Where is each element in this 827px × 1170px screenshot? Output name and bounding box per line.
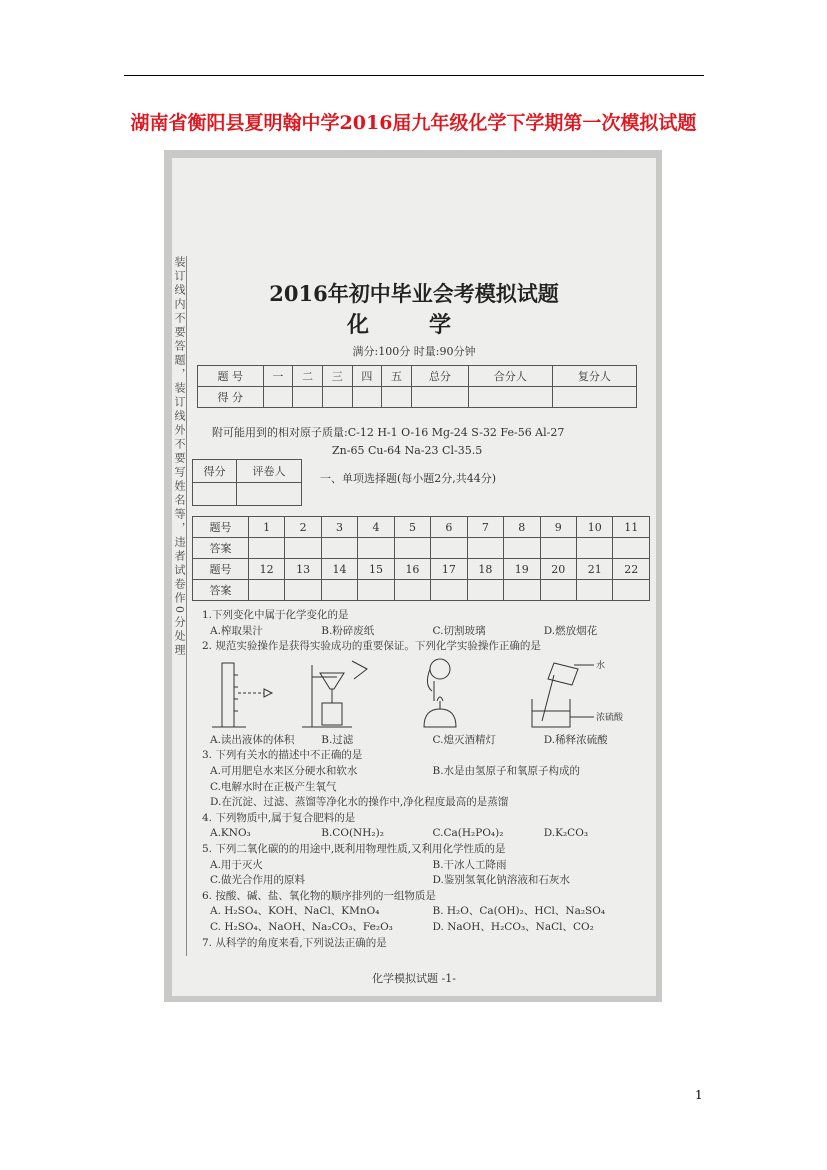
option: A.读出液体的体积 [210,733,295,746]
atomic-masses-line2: Zn-65 Cu-64 Na-23 Cl-35.5 [332,444,483,457]
binding-margin-note: 装订线内不要答题，装订线外不要写姓名等，违者试卷作0分处理 [172,256,187,956]
scanned-exam-photo [164,150,662,1002]
score-cell [468,387,552,408]
score-cell [552,387,636,408]
exam-subject: 化学 [346,312,511,338]
section-heading: 一、单项选择题(每小题2分,共44分) [320,472,497,485]
option: B.过滤 [321,733,354,746]
option: B.CO(NH₂)₂ [321,827,384,840]
score-header-cell: 复分人 [552,366,636,387]
exam-meta: 满分:100分 时量:90分钟 [352,345,476,358]
answer-qnum: 17 [431,559,467,580]
score-header-cell: 四 [352,366,382,387]
answer-qnum: 9 [540,517,576,538]
question-2-options [202,733,647,749]
answer-cell [540,580,576,601]
answer-qnum: 16 [394,559,430,580]
score-table-header-row [198,366,637,387]
answer-qnum: 20 [540,559,576,580]
answer-cell [504,580,540,601]
header-rule [124,75,704,76]
answer-cell [285,580,321,601]
answer-cell [504,538,540,559]
question-7: 7. 从科学的角度来看,下列说法正确的是 [202,936,387,949]
answer-qnum: 4 [358,517,394,538]
question-3-options-ab [202,764,647,780]
fig-label-water: 水 [596,660,606,671]
atomic-masses-line1: 附可能用到的相对原子质量:C-12 H-1 O-16 Mg-24 S-32 Fe-56 Al-27 [212,426,565,439]
answer-row-label: 题号 [193,517,249,538]
option: C.电解水时在正极产生氧气 [210,780,337,793]
score-cell [382,387,412,408]
answer-row-label: 答案 [193,580,249,601]
answer-cell [576,580,612,601]
score-header-cell: 二 [293,366,323,387]
option: A. H₂SO₄、KOH、NaCl、KMnO₄ [210,905,380,918]
answer-cell [358,580,394,601]
answer-qnum: 7 [467,517,503,538]
option: C.做光合作用的原料 [210,874,305,887]
answer-qnum: 11 [613,517,650,538]
answer-cell [431,580,467,601]
page-number: 1 [695,1088,703,1102]
answer-cell [321,538,357,559]
question-5-options-cd [202,873,647,889]
answer-qnum: 21 [576,559,612,580]
option: A.榨取果汁 [210,624,263,637]
option: C.切割玻璃 [432,624,486,637]
score-header-cell: 总分 [411,366,468,387]
document-title: 湖南省衡阳县夏明翰中学2016届九年级化学下学期第一次模拟试题 [130,112,697,134]
question-5-options-ab [202,858,647,874]
answer-cell [467,580,503,601]
option: A.用于灭火 [210,858,263,871]
question-4: 4. 下列物质中,属于复合肥料的是 [202,811,356,824]
exam-sheet [172,158,656,996]
answer-cell [467,538,503,559]
atomic-masses [212,424,652,460]
question-6: 6. 按酸、碱、盐、氧化物的顺序排列的一组物质是 [202,889,436,902]
option: B.干冰人工降雨 [432,858,507,871]
answer-qnum: 22 [613,559,650,580]
option: A.可用肥皂水来区分硬水和软水 [210,764,358,777]
answer-qnum: 19 [504,559,540,580]
answer-cell [248,538,284,559]
score-header-cell: 三 [322,366,352,387]
score-table [197,365,637,408]
grader-header-score: 得分 [193,460,237,483]
exam-footer: 化学模拟试题 -1- [372,972,456,985]
option: D.K₂CO₃ [543,827,589,840]
score-cell [263,387,293,408]
lab-illustrations [202,655,647,733]
answer-cell [394,538,430,559]
option: C.Ca(H₂PO₄)₂ [432,827,504,840]
score-cell [293,387,323,408]
answer-cell [394,580,430,601]
answer-cell [285,538,321,559]
answer-cell [613,538,650,559]
score-cell [411,387,468,408]
answer-row-label: 答案 [193,538,249,559]
option: B. H₂O、Ca(OH)₂、HCl、Na₂SO₄ [432,905,606,918]
grader-cell [193,483,237,506]
alcohol-lamp-illustration [424,659,456,727]
option: D.稀释浓硫酸 [543,733,608,746]
exam-title: 2016年初中毕业会考模拟试题 [269,281,559,306]
option: D. NaOH、H₂CO₃、NaCl、CO₂ [432,920,594,933]
fig-label-sulfuric-acid: 浓硫酸 [596,712,624,723]
answer-qnum: 8 [504,517,540,538]
score-header-cell: 一 [263,366,293,387]
answer-qnum: 6 [431,517,467,538]
answer-table [192,516,650,601]
grader-header-reviewer: 评卷人 [236,460,301,483]
option: C.熄灭酒精灯 [432,733,496,746]
answer-cell [248,580,284,601]
score-row-label: 得 分 [198,387,264,408]
question-1: 1.下列变化中属于化学变化的是 [202,609,349,621]
answer-qnum: 18 [467,559,503,580]
score-header-cell: 五 [382,366,412,387]
acid-dilution-illustration [532,663,594,727]
score-header-cell: 题 号 [198,366,264,387]
score-header-cell: 合分人 [468,366,552,387]
question-3: 3. 下列有关水的描述中不正确的是 [202,749,363,762]
option: C. H₂SO₄、NaOH、Na₂CO₃、Fe₂O₃ [210,920,393,933]
answer-qnum: 10 [576,517,612,538]
question-5: 5. 下列二氧化碳的的用途中,既利用物理性质,又利用化学性质的是 [202,842,506,855]
answer-row-label: 题号 [193,559,249,580]
answer-cell [321,580,357,601]
option: D.在沉淀、过滤、蒸馏等净化水的操作中,净化程度最高的是蒸馏 [210,796,509,809]
answer-cell [431,538,467,559]
answer-cell [540,538,576,559]
answer-qnum: 14 [321,559,357,580]
option: B.粉碎废纸 [321,624,375,637]
score-table-row [198,387,637,408]
answer-qnum: 1 [248,517,284,538]
questions [202,608,647,951]
filtration-illustration [302,661,367,727]
answer-cell [576,538,612,559]
question-2: 2. 规范实验操作是获得实验成功的重要保证。下列化学实验操作正确的是 [202,640,541,653]
grader-table [192,459,302,506]
option: B.水是由氢原子和氧原子构成的 [432,764,581,777]
answer-cell [358,538,394,559]
question-4-options [202,826,647,842]
option: A.KNO₃ [210,827,251,840]
question-2-figures [202,655,647,733]
answer-qnum: 3 [321,517,357,538]
answer-qnum: 2 [285,517,321,538]
answer-qnum: 15 [358,559,394,580]
answer-qnum: 12 [248,559,284,580]
option: D.燃放烟花 [543,624,598,637]
option: D.鉴别氢氧化钠溶液和石灰水 [432,874,570,887]
answer-qnum: 13 [285,559,321,580]
answer-qnum: 5 [394,517,430,538]
question-6-options-ab [202,904,647,920]
question-1-options [202,624,647,640]
graduated-cylinder-illustration [212,663,272,727]
answer-cell [613,580,650,601]
grader-cell [236,483,301,506]
score-cell [352,387,382,408]
question-6-options-cd [202,920,647,936]
score-cell [322,387,352,408]
